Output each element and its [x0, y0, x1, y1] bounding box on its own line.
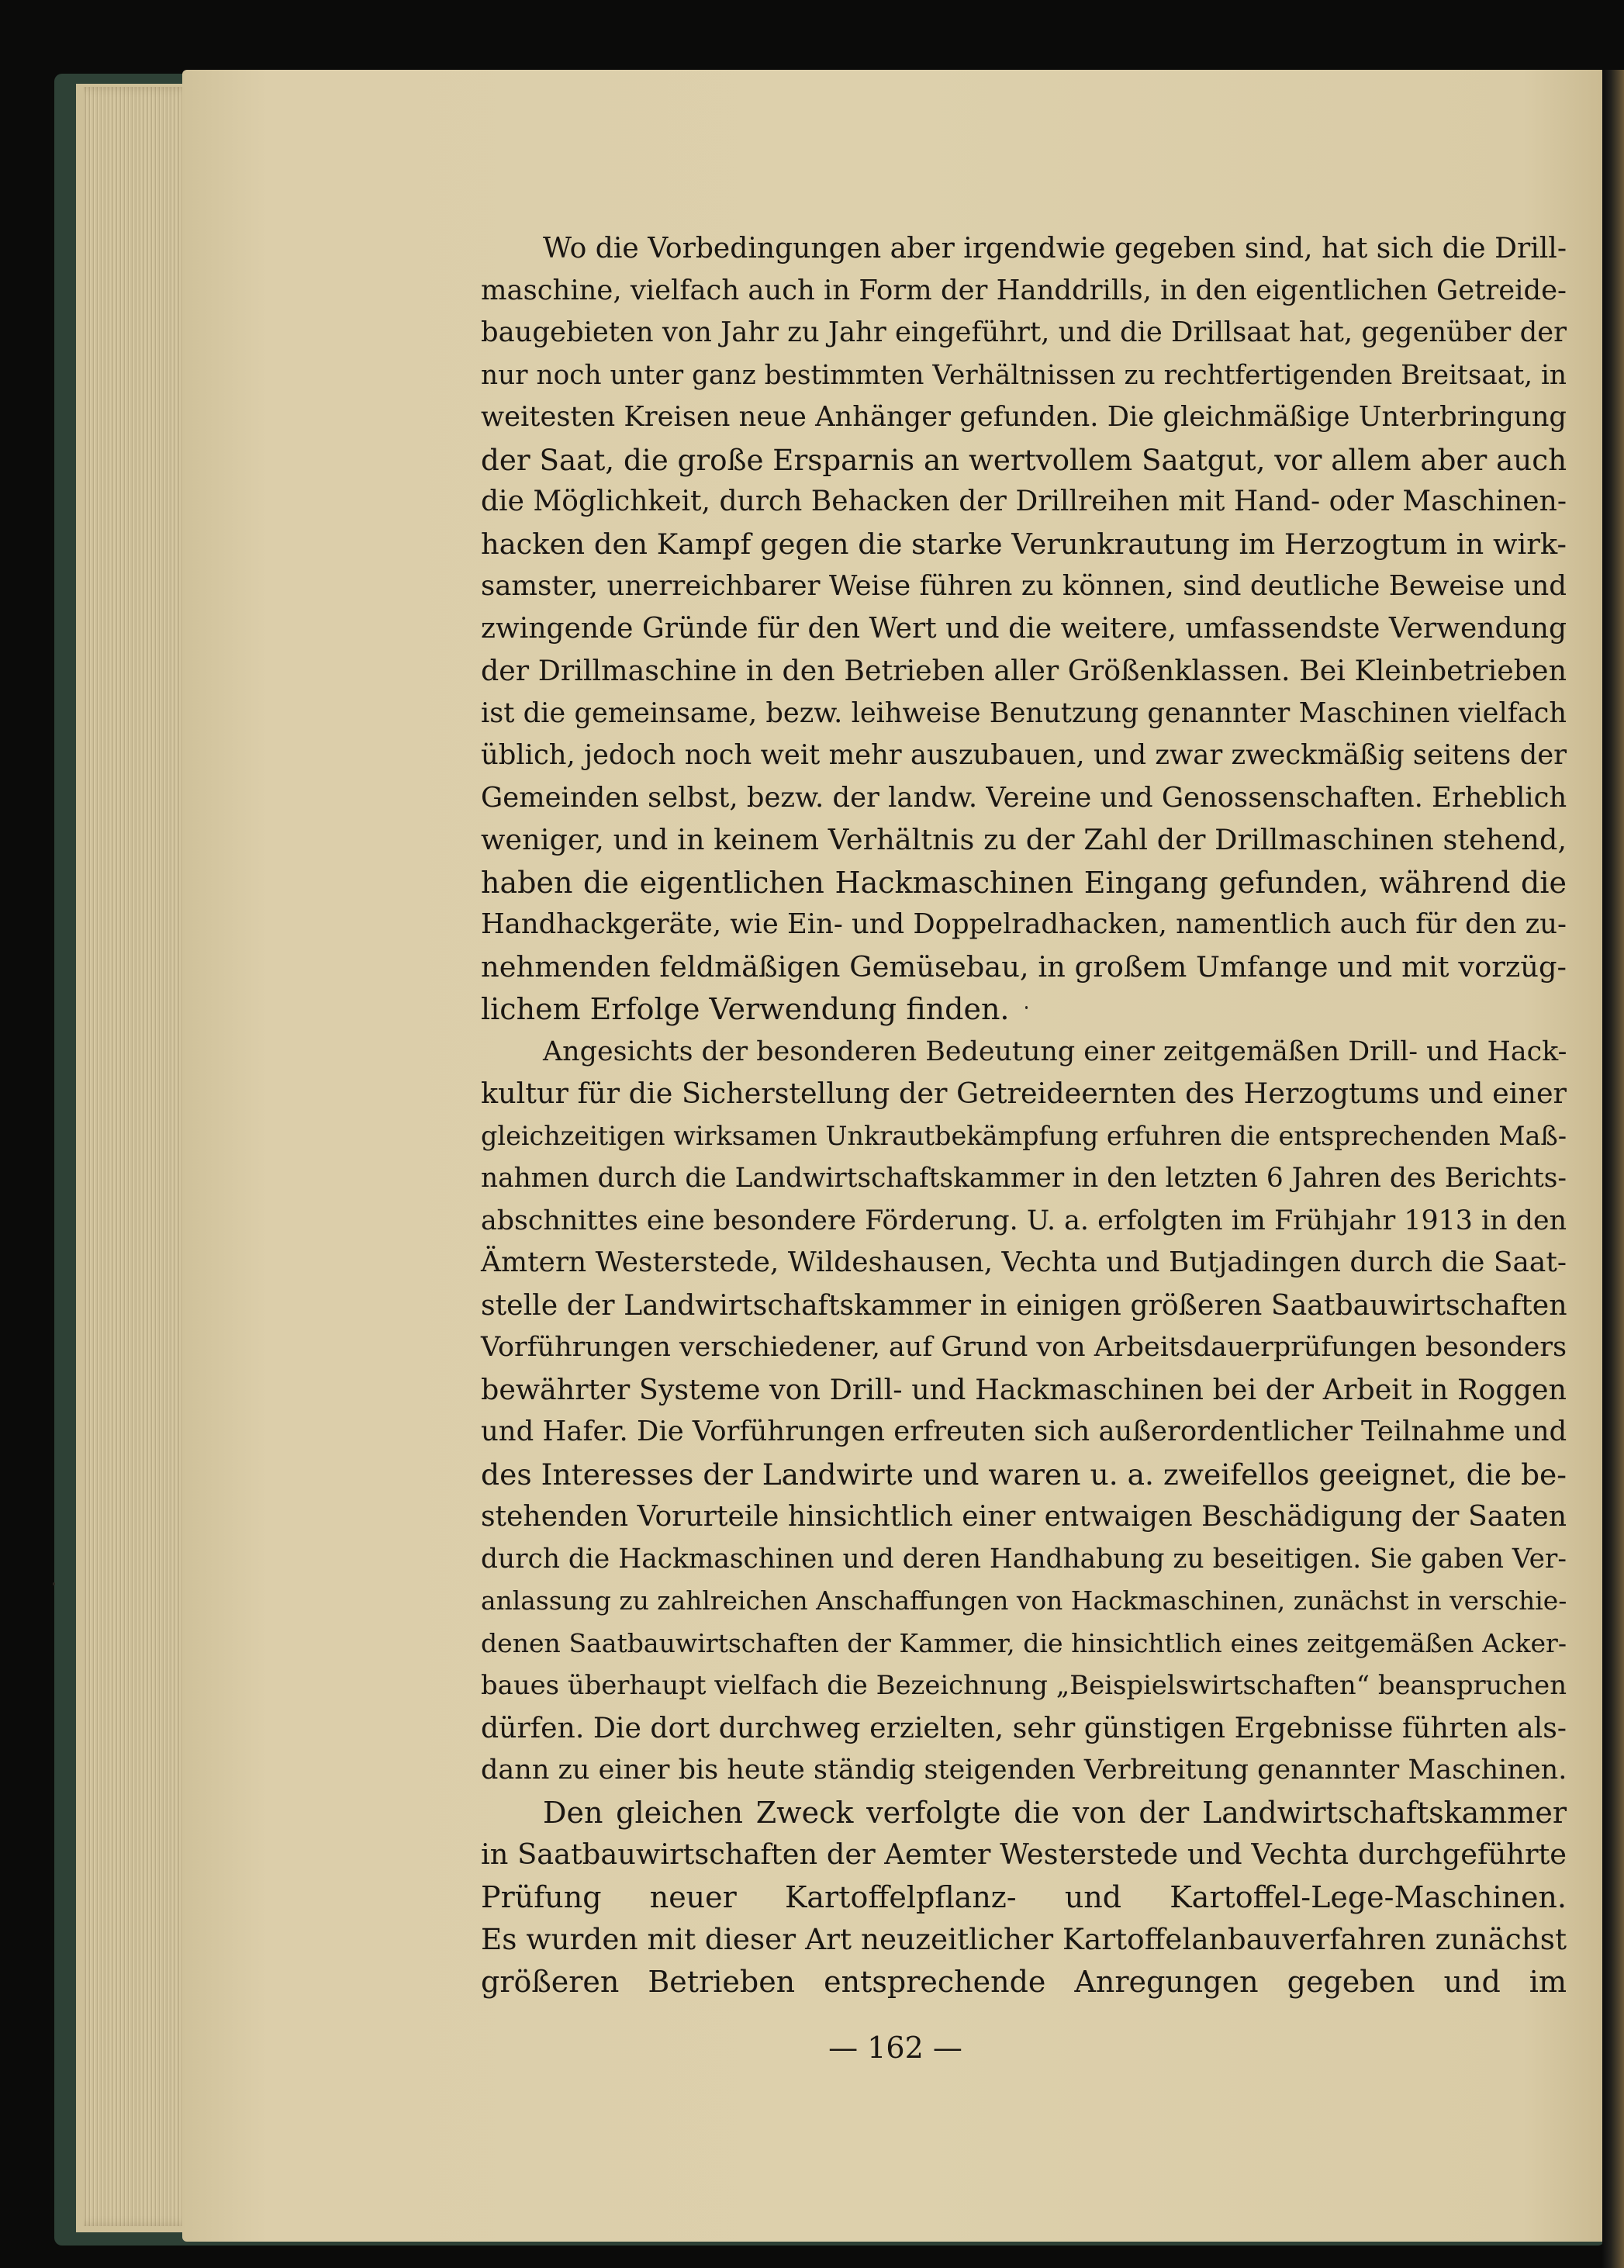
text-line: haben die eigentlichen Hackmaschinen Eingang gefunden, während die	[481, 865, 1567, 900]
text-line: stelle der Landwirtschaftskammer in einigen größeren Saatbauwirtschaften	[481, 1288, 1567, 1322]
margin-speck	[53, 1582, 55, 1585]
text-line: lichem Erfolge Verwendung finden.	[481, 992, 1010, 1026]
text-line: dann zu einer bis heute ständig steigenden Verbreitung genannter Maschinen.	[481, 1755, 1567, 1786]
text-line: Wo die Vorbedingungen aber irgendwie gegeben sind, hat sich die Drill-	[543, 232, 1567, 264]
page-number: — 162 —	[828, 2031, 962, 2065]
text-line: dürfen. Die dort durchweg erzielten, sehr günstigen Ergebnisse führten als-	[481, 1710, 1567, 1744]
text-line: nehmenden feldmäßigen Gemüsebau, in großem Umfange und mit vorzüg-	[481, 949, 1567, 984]
text-line: durch die Hackmaschinen und deren Handhabung zu beseitigen. Sie gaben Ver-	[481, 1543, 1567, 1575]
text-line: Prüfung neuer Kartoffelpflanz- und Kartoffel-Lege-Maschinen.	[481, 1879, 1567, 1914]
text-line: anlassung zu zahlreichen Anschaffungen von Hackmaschinen, zunächst in verschie-	[481, 1585, 1567, 1616]
text-line: zwingende Gründe für den Wert und die weitere, umfassendste Verwendung	[481, 612, 1567, 645]
text-line: Vorführungen verschiedener, auf Grund von Arbeitsdauerprüfungen besonders	[481, 1332, 1567, 1363]
text-line: in Saatbauwirtschaften der Aemter Westerstede und Vechta durchgeführte	[481, 1838, 1567, 1871]
text-line: Es wurden mit dieser Art neuzeitlicher Kartoffelanbauverfahren zunächst	[481, 1922, 1567, 1956]
text-line: abschnittes eine besondere Förderung. U. a. erfolgten im Frühjahr 1913 in den	[481, 1205, 1567, 1236]
text-line: des Interesses der Landwirte und waren u. a. zweifellos geeignet, die be-	[481, 1457, 1567, 1492]
text-line: größeren Betrieben entsprechende Anregungen gegeben und im	[481, 1964, 1567, 1999]
text-line: samster, unerreichbarer Weise führen zu können, sind deutliche Beweise und	[481, 570, 1567, 602]
right-gutter	[1602, 70, 1624, 2268]
text-line: baugebieten von Jahr zu Jahr eingeführt, und die Drillsaat hat, gegenüber der	[481, 316, 1567, 348]
text-line: die Möglichkeit, durch Behacken der Drillreihen mit Hand- oder Maschinen-	[481, 486, 1567, 517]
text-line: nahmen durch die Landwirtschaftskammer in den letzten 6 Jahren des Berichts-	[481, 1163, 1567, 1194]
text-line: ist die gemeinsame, bezw. leihweise Benutzung genannter Maschinen vielfach	[481, 697, 1567, 729]
text-line: weniger, und in keinem Verhältnis zu der Zahl der Drillmaschinen stehend,	[481, 823, 1567, 856]
text-line: hacken den Kampf gegen die starke Verunkrautung im Herzogtum in wirk-	[481, 527, 1567, 561]
body-text	[481, 227, 1567, 2003]
text-line: bewährter Systeme von Drill- und Hackmaschinen bei der Arbeit in Roggen	[481, 1372, 1567, 1406]
text-line: Gemeinden selbst, bezw. der landw. Vereine und Genossenschaften. Erheblich	[481, 781, 1567, 814]
text-line: der Saat, die große Ersparnis an wertvollem Saatgut, vor allem aber auch	[481, 442, 1567, 477]
text-line: der Drillmaschine in den Betrieben aller Größenklassen. Bei Kleinbetrieben	[481, 654, 1567, 687]
text-line: nur noch unter ganz bestimmten Verhältnissen zu rechtfertigenden Breitsaat, in	[481, 359, 1567, 391]
ink-speck	[1025, 1006, 1028, 1009]
page-edges	[84, 87, 194, 2226]
text-line: baues überhaupt vielfach die Bezeichnung „Beispielswirtschaften“ beanspruchen	[481, 1670, 1567, 1700]
text-line: denen Saatbauwirtschaften der Kammer, die hinsichtlich eines zeitgemäßen Acker-	[481, 1627, 1567, 1658]
text-line: stehenden Vorurteile hinsichtlich einer entwaigen Beschädigung der Saaten	[481, 1499, 1567, 1533]
text-line: Handhackgeräte, wie Ein- und Doppelradhacken, namentlich auch für den zu-	[481, 908, 1567, 940]
text-line: und Hafer. Die Vorführungen erfreuten sich außerordentlicher Teilnahme und	[481, 1416, 1567, 1447]
text-line: maschine, vielfach auch in Form der Handdrills, in den eigentlichen Getreide-	[481, 274, 1567, 306]
text-line: weitesten Kreisen neue Anhänger gefunden. Die gleichmäßige Unterbringung	[481, 401, 1567, 433]
text-line: üblich, jedoch noch weit mehr auszubauen, und zwar zweckmäßig seitens der	[481, 739, 1567, 771]
text-line: gleichzeitigen wirksamen Unkrautbekämpfung erfuhren die entsprechenden Maß-	[481, 1120, 1567, 1151]
text-line: Angesichts der besonderen Bedeutung einer zeitgemäßen Drill- und Hack-	[543, 1035, 1567, 1067]
text-line: Ämtern Westerstede, Wildeshausen, Vechta und Butjadingen durch die Saat-	[481, 1246, 1567, 1278]
text-line: Den gleichen Zweck verfolgte die von der Landwirtschaftskammer	[543, 1795, 1567, 1830]
text-line: kultur für die Sicherstellung der Getreideernten des Herzogtums und einer	[481, 1077, 1567, 1110]
